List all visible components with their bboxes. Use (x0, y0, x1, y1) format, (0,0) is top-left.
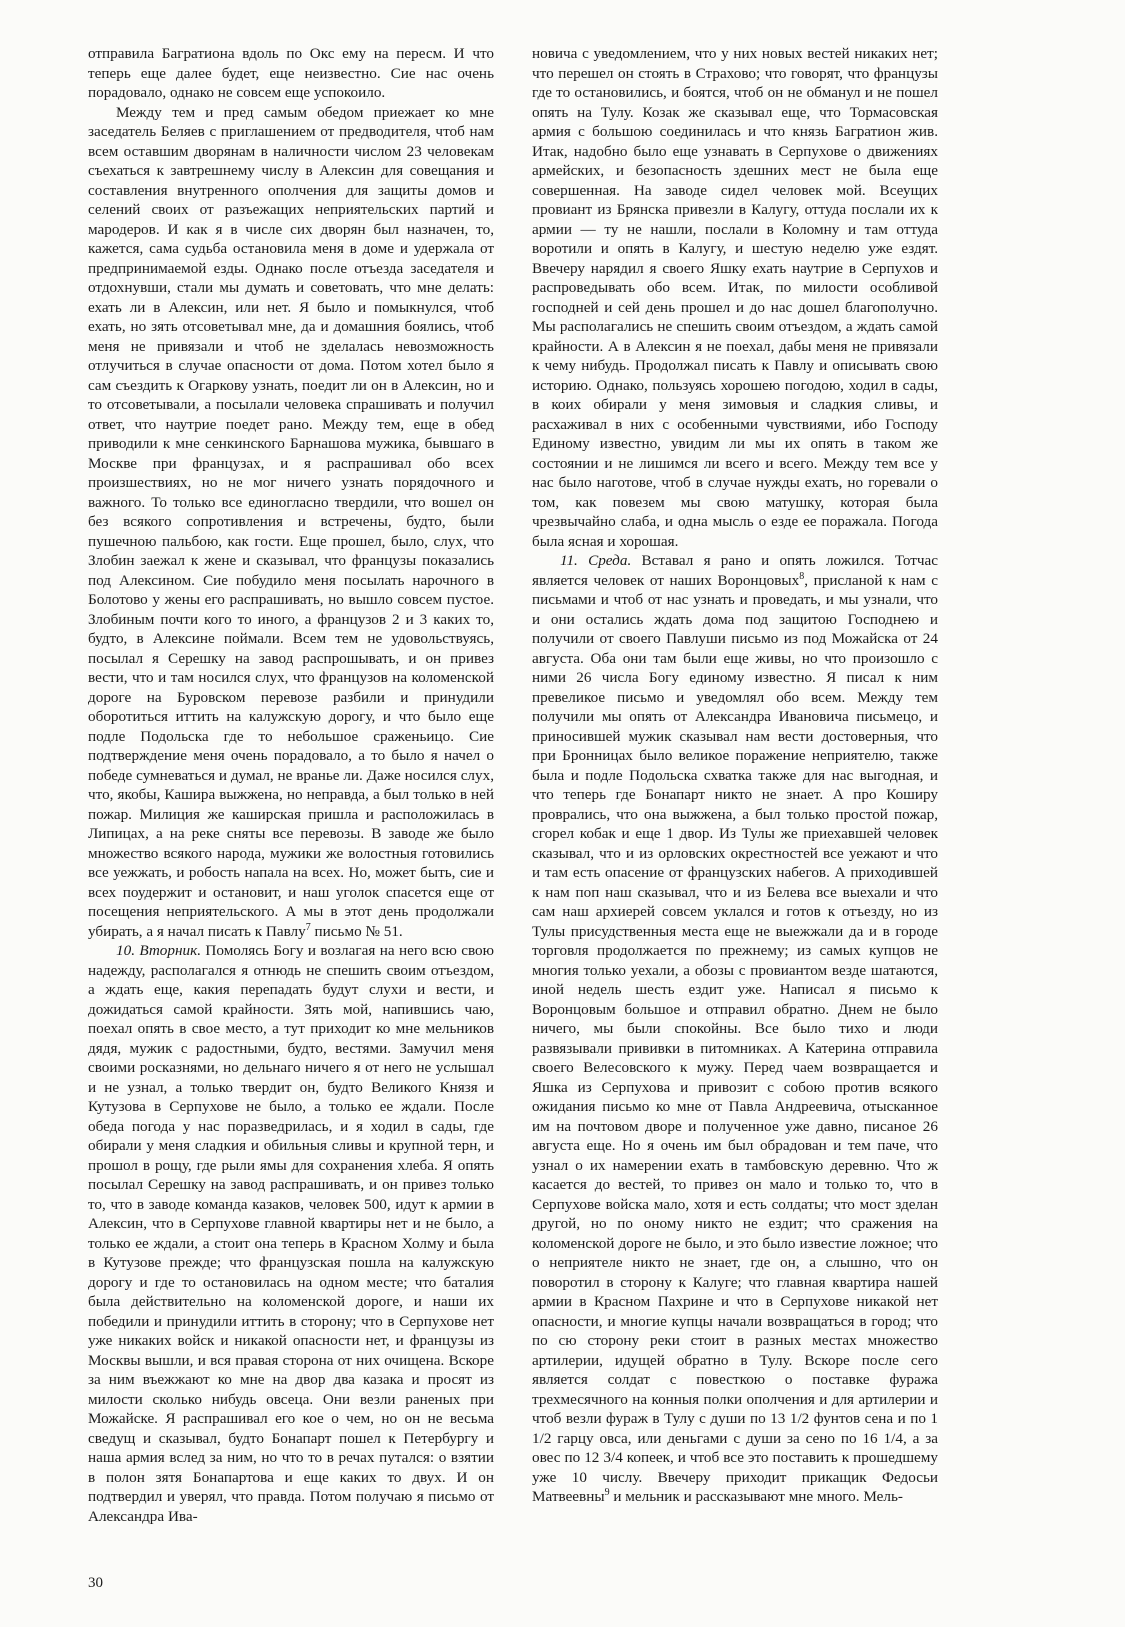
paragraph-text: письмо № 51. (310, 922, 403, 940)
footnote-ref: 8 (799, 570, 805, 582)
left-text-column (88, 44, 494, 1526)
footnote-ref: 9 (604, 1486, 610, 1498)
paragraph (88, 103, 494, 942)
paragraph-text: , присланой к нам с письмами и чтоб от нас узнать и проведать, и мы узнали, что и они остались ждать дома под защитою Господнею и получили от своего Павлуши письмо из под Можайска от 24 августа. Оба они там были еще живы, но что произошло с ними 26 числа Богу единому известно. Я писал к ним превеликое письмо и уведомлял обо всем. Между тем получили мы опять от Александра Ивановича письмецо, и приносившей мужик сказывал нам вести достоверныя, что при Бронницах было великое поражение неприятелю, также была и подле Подольска схватка также для нас выгодная, и что теперь где Бонапарт никто не знает. А про Коширу проврались, что она выжжена, а был только простой пожар, сгорел кобак и еще 1 двор. Из Тулы же приехавшей человек сказывал, что и из орловских окрестностей все уежают и что и там есть опасение от французских набегов. А приходившей к нам поп наш сказывал, что и из Белева все выехали и что сам наш архиерей совсем уклался и готов к отъезду, но из Тулы присудственныя места еще не выежжали да и в городе торговля продолжается по прежнему; из самых купцов не многия только уехали, а обозы с провиантом везде шатаются, иной недель шесть ездит уже. Написал я письмо к Воронцовым большое и отправил обратно. Днем не было ничего, мы были спокойны. Все было тихо и люди развязывали прививки в питомниках. А Катерина отправила своего Велесовского к мужу. Перед чаем возвращается и Яшка из Серпухова и привозит с собою против всякого ожидания письмо ко мне от Павла Андреевича, отысканное им на почтовом дворе и полученное уже давно, писаное 26 августа еще. Но я очень им был обрадован и тем паче, что узнал о их намерении ехать в тамбовскую деревню. Что ж касается до вестей, то привез он мало и только то, что в Серпухове войска мало, хотя и есть солдаты; что мост зделан другой, но по оному никто не ездит; что сражения на коломенской дороге не было, и это было известие ложное; что о неприятеле никто не знает, где он, а слышно, что он поворотил в сторону к Калуге; что главная квартира нашей армии в Красном Пахрине и что в Серпухове никакой нет опасности, и многие купцы начали возвращаться в город; что по сю сторону реки стоит в разных местах множество артилерии, идущей обратно в Тулу. Вскоре после сего является солдат с повесткою о поставке фуража трехмесячного на конныя полки ополчения и для артилерии и чтоб везли фураж в Тулу с души по 13 1/2 фунтов сена и по 1 1/2 гарцу овса, или деньгами с души за сено по 16 1/4, а за овес по 12 3/4 копеек, и чтоб все это поставить к прошедшему уже 10 числу. Ввечеру приходит прикащик Федосьи Матвеевны (532, 571, 939, 1505)
page-number: 30 (88, 1575, 103, 1591)
footnote-ref: 7 (305, 921, 311, 933)
paragraph (88, 941, 494, 1526)
paragraph (532, 551, 938, 1507)
paragraph: отправила Багратиона вдоль по Окс ему на пересм. И что теперь еще далее будет, еще неизвестно. Сие нас очень порадовало, однако не совсем еще успокоило. (88, 45, 494, 101)
right-text-column (532, 44, 938, 1507)
entry-date: 11. Среда. (560, 552, 632, 569)
paragraph-text: и мельник и рассказывают мне много. Мель- (609, 1488, 903, 1505)
paragraph-text: Между тем и пред самым обедом приежает ко мне заседатель Беляев с приглашением от предводителя, чтоб нам всем оставшим дворянам в наличности числом 23 человекам съехаться к завтрешнему числу в Алексин для совещания и составления внутренного ополчения для защиты домов и селений своих от разъежащих неприятельских партий и мародеров. И как я в числе сих дворян был назначен, то, кажется, сама судьба остановила меня в доме и удержала от предпринимаемой езды. Однако после отъезда заседателя и отдохнувши, стали мы думать и советовать, что мне делать: ехать ли в Алексин, или нет. Я было и помыкнулся, чтоб ехать, но зять отсоветывал мне, да и домашния боялись, чтоб меня не привязали и чтоб не зделалась невозможность отлучиться в случае опасности от дома. Потом хотел было я сам съездить к Огаркову узнать, поедит ли он в Алексин, но и то отсоветывали, а посылали человека спрашивать и получил ответ, что наутрие поедет рано. Между тем, еще в обед приводили к мне сенкинского Барнашова мужика, бывшаго в Москве при французах, и я распрашивал обо всех произшествиях, но не мог ничего узнать порядочного и важного. То только все единогласно твердили, что вошел он без всякого сопротивления и встречены, будто, были пушечною пальбою, как гости. Еще прошел, было, слух, что Злобин заежал к жене и сказывал, что французы показались под Алексином. Сие побудило меня посылать нарочного в Болотово у жены его распрашивать, но вышло совсем пустое. Злобиным почти кого то иного, а французов 2 и 3 каких то, будто, в Алексине поймали. Всем тем не удовольствуясь, посылал я Серешку на завод распрошывать, и он привез вести, что и там носился слух, что французов на коломенской дороге на Буровском перевозе разбили и принудили оборотиться иттить на калужскую дорогу, и что было еще подле Подольска где то небольшое сраженьицо. Сие подтверждение меня очень порадовало, а то было я начел о победе сумневаться и думал, не вранье ли. Даже носился слух, что, якобы, Кашира выжжена, но неправда, а был только в ней пожар. Милиция же каширская пришла и расположилась в Липицах, а на реке сняты все перевозы. В заводе же было множество всякого народа, мужики же волостныя готовились все уежжать, и робость напала на всех. Но, может быть, сие и всех поудержит и остановит, и наш уголок спасется еще от посещения неприятельского. А мы в этот день продолжали убирать, а я начал писать к Павлу (88, 103, 494, 940)
entry-date: 10. Вторник. (116, 942, 202, 959)
paragraph: новича с уведомлением, что у них новых вестей никаких нет; что перешел он стоять в Страхово; что говорят, что французы где то остановились, и боятся, чтоб он не обманул и не пошел опять на Тулу. Козак же сказывал еще, что Тормасовская армия с большою соединилась и что князь Багратион жив. Итак, надобно было еще узнавать в Серпухове о движениях армейских, и безопасность здешних мест не была еще совершенная. На заводе сидел человек мой. Всеущих провиант из Брянска привезли в Калугу, оттуда послали их к армии — ту не нашли, послали в Коломну и там оттуда воротили и опять в Калугу, и шестую неделю уже ездят. Ввечеру нарядил я своего Яшку ехать наутрие в Серпухов и распровeдывать обо всем. Итак, по милости особливой господней и сей день прошел и до нас дошел благополучно. Мы располагались не спешить своим отъездом, а ждать самой крайности. А в Алексин я не поехал, дабы меня не привязали к чему нибудь. Продолжал писать к Павлу и описывать свою историю. Однако, пользуясь хорошею погодою, ходил в сады, в коих обирали у меня зимовыя и сладкия сливы, и расхаживал в них с особенными чувствиями, ибо Господу Единому известно, увидим ли мы их опять в таком же состоянии и не лишимся ли всего и всего. Между тем все у нас было наготове, чтоб в случае нужды ехать, но горевали о том, как повезем мы свою матушку, которая была чрезвычайно слаба, и одна мысль о езде ее поражала. Погода была ясная и хорошая. (532, 45, 938, 550)
paragraph-text: Вставал я рано и опять ложился. Тотчас является человек от наших Воронцовых (532, 552, 938, 589)
paragraph-text: Помолясь Богу и возлагая на него всю свою надежду, располагался я отнюдь не спешить своим отъездом, а ждать еще, какия перепадать будут слухи и вести, и дожидаться самой крайности. Зять мой, напившись чаю, поехал опять в свое место, а тут приходит ко мне мельников дядя, мужик с радостными, будто, вестями. Замучил меня своими росказнями, но дельнаго ничего я от него не услышал и не узнал, а только твердит он, будто Великого Князя и Кутузова в Серпухове не было, а только ее ждали. После обеда погода у нас поразведрилась, и я ходил в сады, где обирали у меня сладкия и обильныя сливы и крупной терн, и прошол в рощу, где рыли ямы для сохранения хлеба. Я опять посылал Серешку на завод распрашивать, и он привез только то, что в заводе команда казаков, человек 500, идут к армии в Алексин, что в Серпухове главной квартиры нет и не было, а только ее ждали, а стоит она теперь в Красном Холму и была в Кутузове прежде; что французская пошла на калужскую дорогу и где то остановилась на одном месте; что баталия была действительно на коломенской дороге, и наши их победили и принудили иттить в сторону; что в Серпухове нет уже никаких войск и никакой опасности нет, и французы из Москвы вышли, и вся правая сторона от них очищена. Вскоре за ним въежжают ко мне на двор два казака и просят из милости сколько нибудь овсеца. Они везли раненых при Можайске. Я распрашивал его кое о чем, но он не весьма сведущ и сказывал, будто Бонапарт пошел к Петербургу и наша армия вслед за ним, но что то в речах путался: о взятии в полон зятя Бонапартова и еще каких то двух. И он подтвердил и уверял, что правда. Потом получаю я письмо от Александра Ива- (88, 942, 494, 1525)
